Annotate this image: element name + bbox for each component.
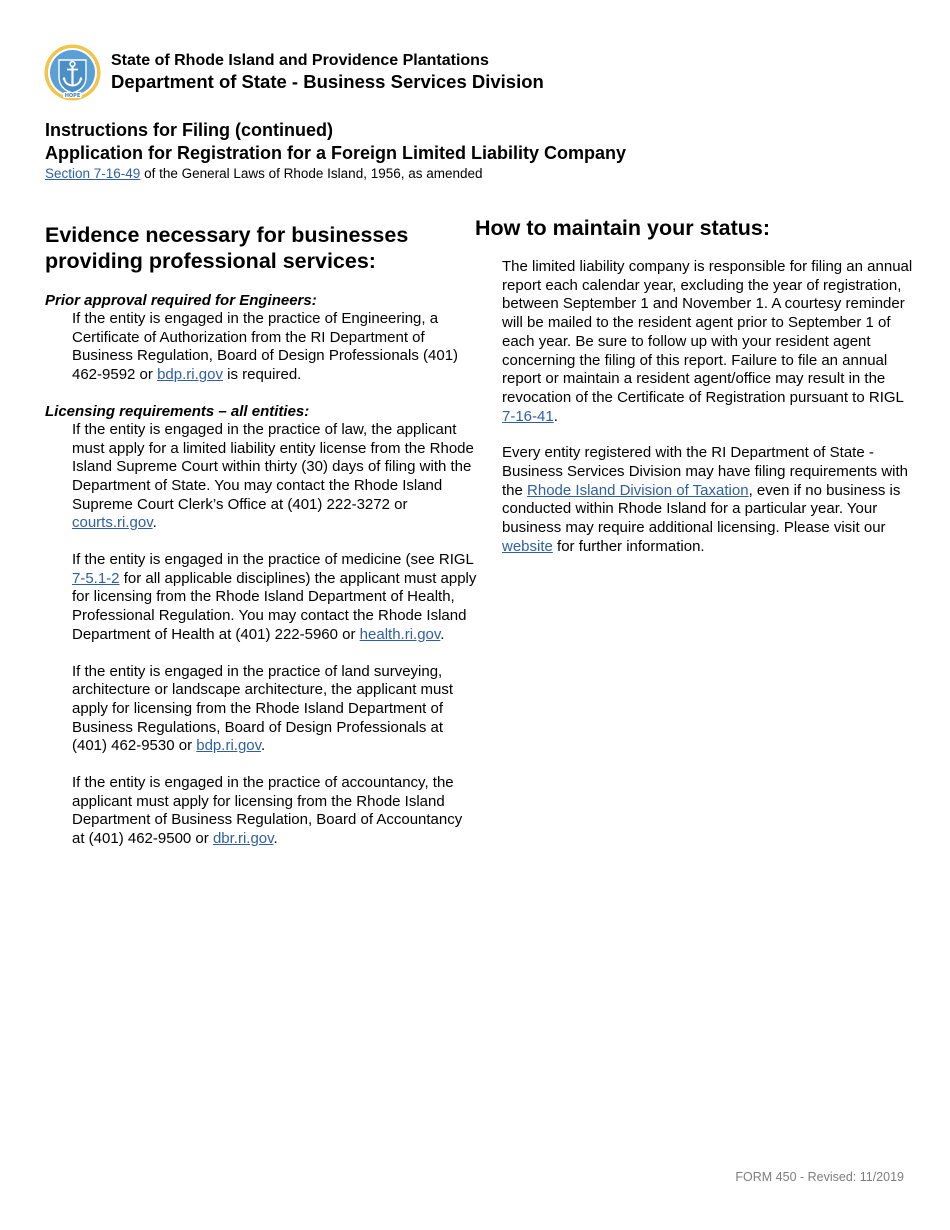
filing-requirements-paragraph: Every entity registered with the RI Department of State - Business Services Division may have filing requirements with the Rhode Island Division of Taxation, even if no business is conducted within Rhode Island for a particular year. Your business may require additional licensing. Please visit our website for further information.	[502, 444, 908, 555]
seal-hope-text: HOPE	[64, 93, 81, 99]
land-surveying-paragraph: If the entity is engaged in the practice of land surveying, architecture or landscape architecture, the applicant must apply for licensing from the Rhode Island Department of Business Regulations, Board of Design Professionals at (401) 462-9530 or bdp.ri.gov.	[72, 662, 454, 755]
law-paragraph: If the entity is engaged in the practice of law, the applicant must apply for a limited liability entity license from the Rhode Island Supreme Court within thirty (30) days of filing with the Department of State. You may contact the Rhode Island Supreme Court Clerk’s Office at (401) 222-3272 or courts.ri.gov.	[72, 420, 474, 532]
medicine-paragraph: If the entity is engaged in the practice of medicine (see RIGL 7-5.1-2 for all applicable disciplines) the applicant must apply for licensing from the Rhode Island Department of Health, Professional Regulation. You may contact the Rhode Island Department of Health at (401) 222-5960 or health.ri.gov.	[72, 551, 477, 643]
statute-line	[45, 164, 905, 184]
document-titles	[45, 119, 905, 184]
dbr-link[interactable]: dbr.ri.gov	[212, 830, 274, 848]
licensing-subheading: Licensing requirements – all entities:	[45, 402, 310, 420]
engineers-paragraph: If the entity is engaged in the practice of Engineering, a Certificate of Authorization from the RI Department of Business Regulation, Board of Design Professionals (401) 462-9592 or bdp.ri.gov is required.	[72, 310, 459, 384]
website-link[interactable]: website	[502, 537, 553, 555]
department-name: Department of State - Business Services Division	[111, 71, 544, 92]
agency-header	[111, 51, 544, 93]
statute-link[interactable]: Section 7-16-49	[45, 166, 141, 181]
instructions-title: Instructions for Filing (continued)	[45, 120, 333, 140]
maintain-status-section	[475, 214, 915, 557]
maintain-status-heading: How to maintain your status:	[475, 216, 771, 240]
state-seal-icon	[44, 44, 101, 101]
state-name: State of Rhode Island and Providence Plantations	[111, 52, 489, 69]
statute-text: of the General Laws of Rhode Island, 1956, as amended	[140, 166, 483, 181]
taxation-link[interactable]: Rhode Island Division of Taxation	[527, 481, 749, 499]
rigl-7-5-1-2-link[interactable]: 7-5.1-2	[72, 569, 120, 587]
rigl-7-16-41-link[interactable]: 7-16-41	[502, 407, 554, 425]
bdp-link[interactable]: bdp.ri.gov	[157, 366, 223, 384]
health-link[interactable]: health.ri.gov	[359, 625, 441, 643]
annual-report-paragraph: The limited liability company is responsible for filing an annual report each calendar year, excluding the year of registration, between September 1 and November 1. A courtesy reminder will be mailed to the resident agent prior to September 1 of each year. Be sure to follow up with your resident agent concerning the filing of this report. Failure to file an annual report or maintain a resident agent/office may result in the revocation of the Certificate of Registration pursuant to RIGL 7-16-41.	[502, 258, 913, 425]
professional-services-section	[45, 222, 477, 849]
engineers-subheading: Prior approval required for Engineers:	[45, 292, 317, 309]
professional-services-heading: Evidence necessary for businesses providing professional services:	[45, 223, 409, 273]
bdp-link-2[interactable]: bdp.ri.gov	[196, 737, 262, 755]
accountancy-paragraph: If the entity is engaged in the practice of accountancy, the applicant must apply for licensing from the Rhode Island Department of Business Regulation, Board of Accountancy at (401) 462-9500 or dbr.ri.gov.	[72, 774, 463, 848]
courts-link[interactable]: courts.ri.gov	[72, 514, 153, 532]
form-revision-label: FORM 450 - Revised: 11/2019	[735, 1170, 904, 1184]
application-title: Application for Registration for a Foreign Limited Liability Company	[45, 142, 627, 163]
